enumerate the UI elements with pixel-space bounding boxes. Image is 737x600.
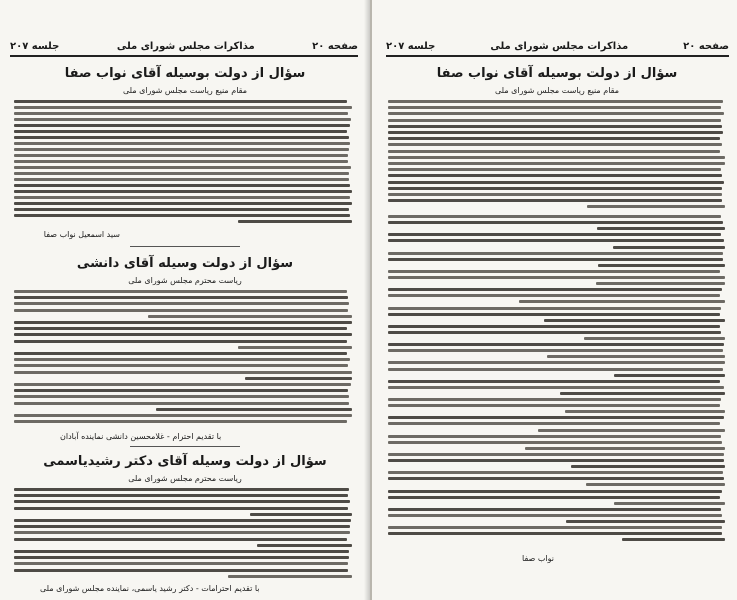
text-line — [388, 380, 720, 383]
text-line — [14, 389, 348, 392]
text-line — [586, 483, 725, 486]
text-line — [14, 160, 348, 163]
text-line — [388, 168, 721, 171]
text-line — [525, 447, 725, 450]
text-line — [14, 402, 349, 405]
left-header-rule — [10, 55, 358, 57]
text-line — [388, 156, 725, 159]
text-line — [388, 143, 722, 146]
text-line — [388, 258, 723, 261]
text-line — [148, 315, 352, 318]
text-line — [388, 477, 724, 480]
text-line — [14, 154, 348, 157]
text-line — [14, 190, 352, 193]
text-line — [614, 502, 725, 505]
text-line — [388, 404, 720, 407]
text-line — [613, 246, 725, 249]
text-line — [14, 106, 352, 109]
left-article2-subtitle: ریاست محترم مجلس شورای ملی — [128, 276, 242, 285]
text-line — [14, 562, 348, 565]
text-line — [14, 414, 352, 417]
text-line — [14, 352, 347, 355]
text-line — [566, 520, 725, 523]
left-article2-title: سؤال از دولت وسیله آقای دانشی — [76, 256, 294, 271]
text-line — [388, 276, 725, 279]
right-article-title: سؤال از دولت بوسیله آقای نواب صفا — [436, 66, 678, 81]
text-line — [14, 340, 347, 343]
text-line — [538, 429, 725, 432]
text-line — [388, 307, 721, 310]
text-line — [14, 130, 347, 133]
text-line — [388, 508, 721, 511]
left-article1-title: سؤال از دولت بوسیله آقای نواب صفا — [64, 66, 306, 81]
left-article3-subtitle: ریاست محترم مجلس شورای ملی — [128, 474, 242, 483]
text-line — [14, 358, 350, 361]
text-line — [388, 119, 721, 122]
text-line — [14, 538, 347, 541]
text-line — [388, 343, 724, 346]
text-line — [388, 325, 720, 328]
text-line — [388, 514, 722, 517]
text-line — [14, 525, 350, 528]
text-line — [238, 220, 352, 223]
text-line — [622, 538, 725, 541]
text-line — [388, 239, 724, 242]
text-line — [14, 172, 349, 175]
text-line — [388, 331, 721, 334]
text-line — [14, 100, 347, 103]
left-page-number: صفحه ۲۰ — [312, 40, 358, 52]
text-line — [14, 321, 352, 324]
text-line — [388, 112, 724, 115]
text-line — [156, 408, 352, 411]
text-line — [388, 162, 725, 165]
text-line — [14, 488, 349, 491]
text-line — [388, 459, 724, 462]
text-line — [388, 361, 725, 364]
text-line — [388, 416, 724, 419]
text-line — [14, 196, 350, 199]
text-line — [245, 377, 352, 380]
text-line — [547, 355, 725, 358]
text-line — [14, 500, 350, 503]
text-line — [614, 374, 725, 377]
text-line — [388, 270, 720, 273]
text-line — [587, 205, 725, 208]
text-line — [544, 319, 725, 322]
left-article1-subtitle: مقام منیع ریاست مجلس شورای ملی — [123, 86, 247, 95]
text-line — [238, 346, 352, 349]
text-line — [14, 519, 351, 522]
text-line — [596, 282, 725, 285]
left-article3-signature: با تقدیم احترامات - دکتر رشید یاسمی، نماینده مجلس شورای ملی — [40, 584, 260, 593]
text-line — [388, 453, 724, 456]
text-line — [14, 124, 350, 127]
text-line — [388, 150, 720, 153]
text-line — [14, 296, 348, 299]
text-line — [14, 214, 350, 217]
left-separator-2 — [130, 446, 240, 447]
text-line — [14, 118, 351, 121]
text-line — [228, 575, 352, 578]
text-line — [388, 368, 723, 371]
text-line — [388, 125, 722, 128]
text-line — [14, 166, 351, 169]
text-line — [519, 300, 725, 303]
text-line — [388, 398, 721, 401]
text-line — [584, 337, 725, 340]
text-line — [388, 193, 722, 196]
text-line — [388, 181, 724, 184]
text-line — [14, 494, 348, 497]
text-line — [14, 371, 352, 374]
left-article2-signature: با تقدیم احترام - غلامحسین دانشی نماینده آبادان — [60, 432, 222, 441]
text-line — [388, 100, 723, 103]
text-line — [388, 471, 723, 474]
right-session-number: جلسه ۲۰۷ — [386, 40, 436, 52]
text-line — [14, 148, 349, 151]
text-line — [14, 136, 349, 139]
right-header-title: مذاکرات مجلس شورای ملی — [490, 40, 629, 52]
text-line — [388, 131, 723, 134]
text-line — [388, 252, 723, 255]
text-line — [388, 386, 724, 389]
text-line — [14, 178, 349, 181]
text-line — [14, 112, 348, 115]
text-line — [388, 106, 721, 109]
right-article-signature: نواب صفا — [522, 554, 554, 563]
text-line — [388, 313, 720, 316]
text-line — [14, 290, 347, 293]
text-line — [598, 264, 725, 267]
left-header-title: مذاکرات مجلس شورای ملی — [116, 40, 255, 52]
text-line — [14, 142, 350, 145]
text-line — [388, 526, 722, 529]
text-line — [560, 392, 725, 395]
text-line — [388, 441, 722, 444]
text-line — [14, 556, 349, 559]
text-line — [388, 233, 721, 236]
text-line — [388, 490, 722, 493]
right-page-header — [386, 38, 729, 54]
text-line — [388, 496, 720, 499]
text-line — [257, 544, 352, 547]
text-line — [388, 294, 720, 297]
text-line — [14, 550, 349, 553]
text-line — [14, 302, 349, 305]
text-line — [14, 507, 348, 510]
text-line — [388, 349, 723, 352]
text-line — [14, 333, 352, 336]
text-line — [565, 410, 725, 413]
text-line — [14, 364, 348, 367]
text-line — [250, 513, 352, 516]
left-separator-1 — [130, 246, 240, 247]
right-page-number: صفحه ۲۰ — [683, 40, 729, 52]
text-line — [388, 215, 721, 218]
text-line — [14, 202, 352, 205]
text-line — [388, 137, 720, 140]
text-line — [388, 221, 723, 224]
text-line — [388, 199, 722, 202]
text-line — [14, 569, 348, 572]
right-header-rule — [386, 55, 729, 57]
text-line — [14, 184, 350, 187]
right-page — [372, 0, 737, 600]
text-line — [388, 288, 722, 291]
text-line — [14, 327, 347, 330]
left-page-header — [10, 38, 358, 54]
text-line — [388, 174, 722, 177]
text-line — [14, 309, 348, 312]
left-session-number: جلسه ۲۰۷ — [10, 40, 60, 52]
text-line — [14, 531, 350, 534]
text-line — [388, 422, 720, 425]
text-line — [597, 227, 725, 230]
left-article3-title: سؤال از دولت وسیله آقای دکتر رشیدیاسمی — [43, 454, 327, 469]
text-line — [14, 395, 349, 398]
text-line — [14, 420, 347, 423]
text-line — [388, 187, 722, 190]
text-line — [14, 383, 351, 386]
text-line — [571, 465, 725, 468]
right-article-subtitle: مقام منیع ریاست مجلس شورای ملی — [495, 86, 619, 95]
text-line — [388, 532, 722, 535]
left-article1-signature: سید اسمعیل نواب صفا — [43, 230, 120, 239]
text-line — [14, 208, 349, 211]
text-line — [388, 435, 721, 438]
